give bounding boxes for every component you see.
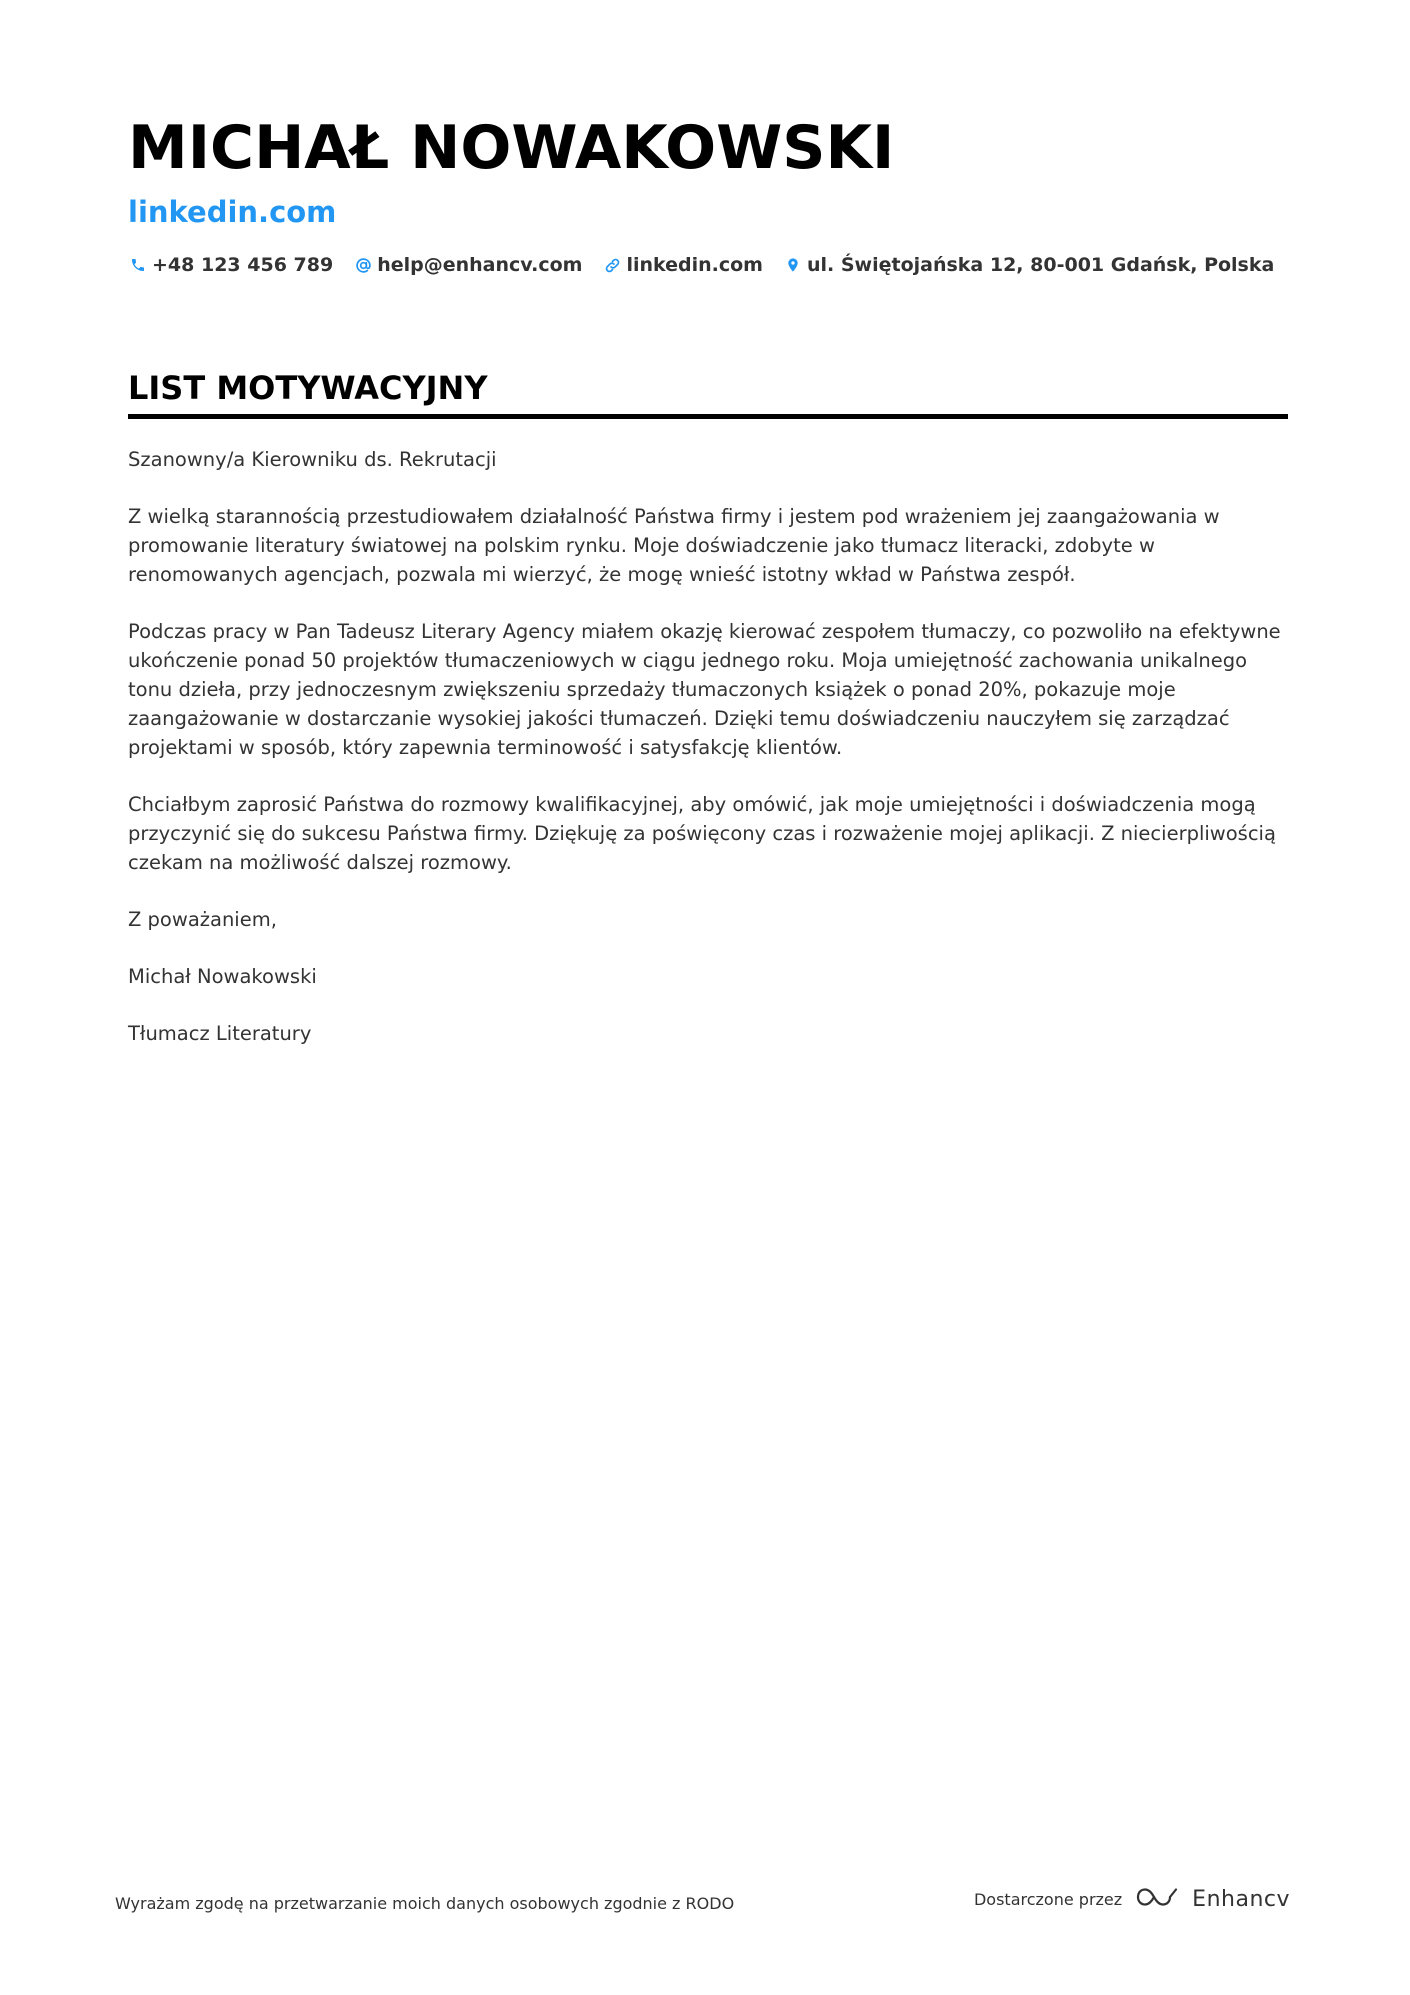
paragraph: Z wielką starannością przestudiowałem działalność Państwa firmy i jestem pod wrażeniem jej zaangażowania w promowanie literatury światowej na polskim rynku. Moje doświadczenie jako tłumacz literacki, zdobyte w renomowanych agencjach, pozwala mi wierzyć, że mogę wnieść istotny wkład w Państwa zespół.: [128, 505, 1220, 586]
paragraph: Chciałbym zaprosić Państwa do rozmowy kwalifikacyjnej, aby omówić, jak moje umiejętności i doświadczenia mogą przyczynić się do sukcesu Państwa firmy. Dziękuję za poświęcony czas i rozważenie mojej aplikacji. Z niecierpliwością czekam na możliwość dalszej rozmowy.: [128, 793, 1276, 874]
powered-by-label: Dostarczone przez: [973, 1889, 1123, 1909]
contact-phone-text: +48 123 456 789: [152, 254, 334, 276]
contact-address-text: ul. Świętojańska 12, 80-001 Gdańsk, Polska: [806, 254, 1275, 276]
letter-section: [128, 366, 1288, 1076]
greeting: Szanowny/a Kierowniku ds. Rekrutacji: [128, 448, 497, 471]
section-title: LIST MOTYWACYJNY: [128, 366, 1288, 419]
signature-title: Tłumacz Literatury: [128, 1022, 312, 1045]
closing: Z poważaniem,: [128, 908, 277, 931]
at-icon: [353, 255, 373, 275]
contact-email-text: help@enhancv.com: [377, 254, 583, 276]
header-subtitle[interactable]: linkedin.com: [128, 195, 337, 229]
map-pin-icon: [783, 255, 803, 275]
paragraph: Podczas pracy w Pan Tadeusz Literary Agency miałem okazję kierować zespołem tłumaczy, co pozwoliło na efektywne ukończenie ponad 50 projektów tłumaczeniowych w ciągu jednego roku. Moja umiejętność zachowania unikalnego tonu dzieła, przy jednoczesnym zwiększeniu sprzedaży tłumaczonych książek o ponad 20%, pokazuje moje zaangażowanie w dostarczanie wysokiej jakości tłumaczeń. Dzięki temu doświadczeniu nauczyłem się zarządzać projektami w sposób, który zapewnia terminowość i satysfakcję klientów.: [128, 620, 1281, 759]
enhancv-logo-icon: [1134, 1884, 1180, 1914]
contact-row: [128, 254, 1288, 276]
contact-link[interactable]: [602, 254, 763, 276]
brand-name: Enhancv: [1192, 1886, 1290, 1912]
signature-name: Michał Nowakowski: [128, 965, 317, 988]
footer: [0, 1880, 1410, 1930]
phone-icon: [128, 255, 148, 275]
letter-body: [128, 445, 1288, 1048]
contact-address: [783, 254, 1274, 276]
applicant-name: MICHAŁ NOWAKOWSKI: [128, 113, 895, 183]
header: [128, 108, 1288, 276]
contact-email[interactable]: [353, 254, 582, 276]
contact-link-text: linkedin.com: [626, 254, 763, 276]
contact-phone[interactable]: [128, 254, 333, 276]
link-icon: [602, 255, 622, 275]
powered-by[interactable]: [974, 1884, 1290, 1914]
gdpr-consent: Wyrażam zgodę na przetwarzanie moich danych osobowych zgodnie z RODO: [115, 1894, 735, 1913]
